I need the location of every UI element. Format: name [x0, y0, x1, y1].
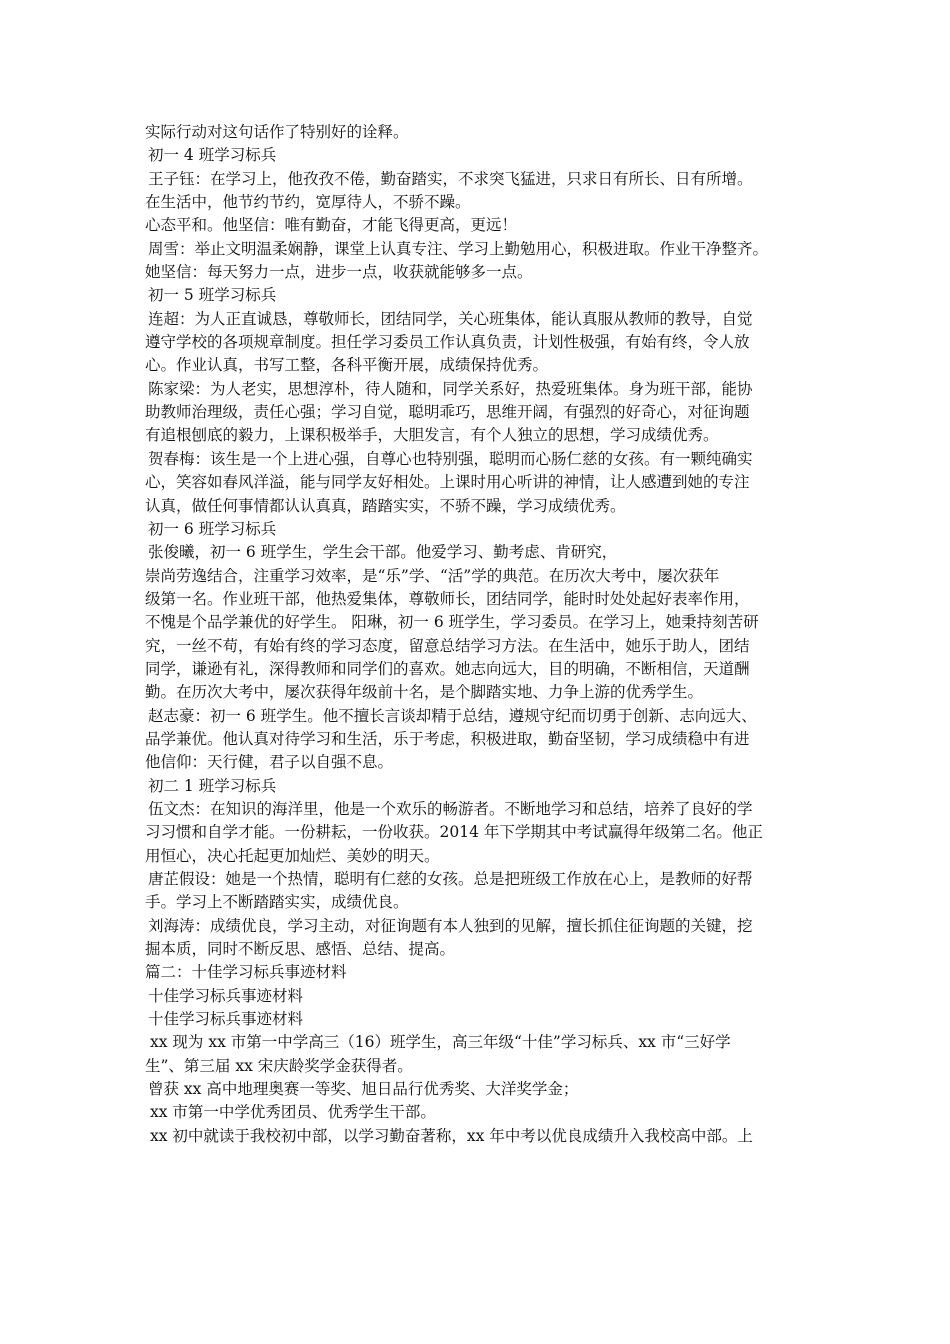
text-line: 习习惯和自学才能。一份耕耘，一份收获。2014 年下学期其中考试赢得年级第二名。他正 — [145, 823, 763, 842]
text-line: 周雪：举止文明温柔娴静，课堂上认真专注、学习上勤勉用心，积极进取。作业干净整齐。 — [148, 239, 769, 258]
text-line: 赵志豪：初一 6 班学生。他不擅长言谈却精于总结，遵规守纪而切勇于创新、志向远大、 — [148, 706, 757, 725]
text-line: 他信仰：天行健，君子以自强不息。 — [145, 753, 394, 772]
text-line: 究，一丝不苟，有始有终的学习态度，留意总结学习方法。在生活中，她乐于助人，团结 — [145, 636, 750, 655]
text-line: xx 初中就读于我校初中部，以学习勤奋著称，xx 年中考以优良成绩升入我校高中部。上 — [150, 1126, 753, 1145]
text-line: 心，笑容如春风洋溢，能与同学友好相处。上课时用心听讲的神情，让人感遭到她的专注 — [145, 473, 750, 492]
section-heading: 初一 6 班学习标兵 — [148, 519, 277, 538]
text-line: 贺春梅：该生是一个上进心强，自尊心也特别强，聪明而心肠仁慈的女孩。有一颗纯确实 — [148, 449, 753, 468]
text-line: 不愧是个品学兼优的好学生。 阳琳，初一 6 班学生，学习委员。在学习上，她秉持刻苦研 — [145, 613, 759, 632]
section-heading: 初二 1 班学习标兵 — [148, 776, 277, 795]
section-heading: 十佳学习标兵事迹材料 — [148, 1010, 304, 1029]
text-line: 刘海涛：成绩优良，学习主动，对征询题有本人独到的见解，擅长抓住征询题的关键，挖 — [148, 916, 753, 935]
text-line: 崇尚劳逸结合，注重学习效率，是“乐”学、“活”学的典范。在历次大考中，屡次获年 — [145, 566, 720, 585]
text-line: 实际行动对这句话作了特别好的诠释。 — [145, 123, 409, 141]
text-line: 勤。在历次大考中，屡次获得年级前十名，是个脚踏实地、力争上游的优秀学生。 — [145, 683, 704, 702]
text-line: 遵守学校的各项规章制度。担任学习委员工作认真负责，计划性极强，有始有终，令人放 — [145, 333, 750, 352]
text-line: 曾获 xx 高中地理奥赛一等奖、旭日品行优秀奖、大洋奖学金； — [148, 1080, 579, 1099]
text-line: 助教师治理级，责任心强；学习自觉，聪明乖巧，思维开阔，有强烈的好奇心，对征询题 — [145, 403, 750, 422]
section-heading: 初一 4 班学习标兵 — [148, 146, 277, 165]
text-line: 陈家梁：为人老实，思想淳朴，待人随和，同学关系好，热爱班集体。身为班干部，能协 — [148, 379, 753, 398]
text-line: 生”、第三届 xx 宋庆龄奖学金获得者。 — [145, 1056, 413, 1075]
text-line: 连超：为人正直诚恳，尊敬师长，团结同学，关心班集体，能认真服从教师的教导，自觉 — [148, 309, 753, 328]
text-line: 她坚信：每天努力一点，进步一点，收获就能够多一点。 — [145, 263, 533, 282]
text-line: 用恒心，决心托起更加灿烂、美妙的明天。 — [145, 846, 440, 865]
text-line: 有追根刨底的毅力，上课积极举手，大胆发言，有个人独立的思想，学习成绩优秀。 — [145, 426, 719, 445]
document-body — [145, 121, 817, 1148]
text-line: xx 市第一中学优秀团员、优秀学生干部。 — [150, 1103, 436, 1122]
text-line: 认真，做任何事情都认认真真，踏踏实实，不骄不躁，学习成绩优秀。 — [145, 496, 626, 515]
text-line: 在生活中，他节约节约，宽厚待人，不骄不躁。 — [145, 193, 471, 212]
text-line: xx 现为 xx 市第一中学高三（16）班学生，高三年级“十佳”学习标兵、xx 市“三好学 — [150, 1033, 731, 1052]
text-line: 品学兼优。他认真对待学习和生活，乐于考虑，积极进取，勤奋坚韧，学习成绩稳中有进 — [145, 729, 750, 748]
section-heading: 十佳学习标兵事迹材料 — [148, 986, 304, 1005]
text-line: 心。作业认真，书写工整，各科平衡开展，成绩保持优秀。 — [145, 356, 549, 375]
chapter-heading: 篇二：十佳学习标兵事迹材料 — [145, 963, 347, 982]
text-line: 唐芷假设：她是一个热情，聪明有仁慈的女孩。总是把班级工作放在心上，是教师的好帮 — [148, 870, 753, 888]
text-line: 掘本质，同时不断反思、感悟、总结、提高。 — [145, 940, 456, 959]
text-line: 级第一名。作业班干部，他热爱集体，尊敬师长，团结同学，能时时处处起好表率作用， — [145, 589, 750, 608]
text-line: 王子钰：在学习上，他孜孜不倦，勤奋踏实，不求突飞猛进，只求日有所长、日有所增。 — [148, 169, 753, 188]
text-line: 心态平和。他坚信：唯有勤奋，才能飞得更高，更远！ — [145, 216, 518, 235]
text-line: 伍文杰：在知识的海洋里，他是一个欢乐的畅游者。不断地学习和总结，培养了良好的学 — [148, 799, 753, 818]
section-heading: 初一 5 班学习标兵 — [148, 286, 277, 305]
text-line: 同学，谦逊有礼，深得教师和同学们的喜欢。她志向远大，目的明确，不断相信，天道酬 — [145, 659, 750, 678]
text-line: 张俊曦，初一 6 班学生，学生会干部。他爱学习、勤考虑、肯研究， — [148, 543, 618, 562]
text-line: 手。学习上不断踏踏实实，成绩优良。 — [145, 893, 409, 912]
